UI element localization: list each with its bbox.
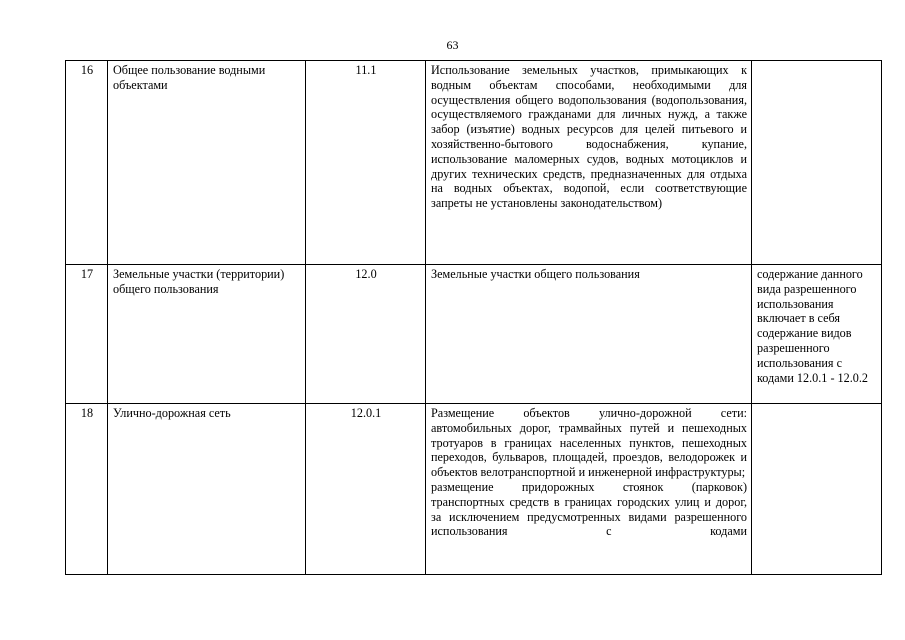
land-use-table (65, 60, 882, 575)
land-use-name: Общее пользование водными объектами (108, 61, 306, 265)
page-number: 63 (446, 38, 459, 52)
row-number: 18 (66, 404, 108, 575)
land-use-description (426, 404, 752, 575)
table-row (66, 404, 882, 575)
table-row (66, 61, 882, 265)
land-use-description (426, 61, 752, 265)
description-paragraph: Земельные участки общего пользования (431, 267, 640, 281)
land-use-note (752, 61, 882, 265)
description-paragraph: размещение придорожных стоянок (парковок) транспортных средств в границах городских улиц и дорог, за исключением предусмотренных видами разрешенного использования с кодами (431, 479, 747, 539)
land-use-description (426, 265, 752, 404)
description-paragraph: Использование земельных участков, примыкающих к водным объектам способами, необходимыми для осуществления общего водопользования (водопользования, осуществляемого гражданами для личных нужд, а также забор (изъятие) водных ресурсов для целей питьевого и хозяйственно-бытового водоснабжения, купание, использование маломерных судов, водных мотоциклов и других технических средств, предназначенных для отдыха на водных объектах, водопой, если соответствующие запреты не установлены законодательством) (431, 63, 747, 211)
land-use-name: Улично-дорожная сеть (108, 404, 306, 575)
land-use-code: 12.0.1 (306, 404, 426, 575)
row-number: 16 (66, 61, 108, 265)
land-use-name: Земельные участки (территории) общего пользования (108, 265, 306, 404)
table-row (66, 265, 882, 404)
description-paragraph: Размещение объектов улично-дорожной сети: автомобильных дорог, трамвайных путей и пешеходных тротуаров в границах населенных пунктов, пешеходных переходов, бульваров, площадей, проездов, велодорожек и объектов велотранспортной и инженерной инфраструктуры; (431, 406, 747, 480)
land-use-note: содержание данного вида разрешенного использования включает в себя содержание видов разрешенного использования с кодами 12.0.1 - 12.0.2 (752, 265, 882, 404)
land-use-code: 11.1 (306, 61, 426, 265)
row-number: 17 (66, 265, 108, 404)
land-use-note (752, 404, 882, 575)
land-use-code: 12.0 (306, 265, 426, 404)
